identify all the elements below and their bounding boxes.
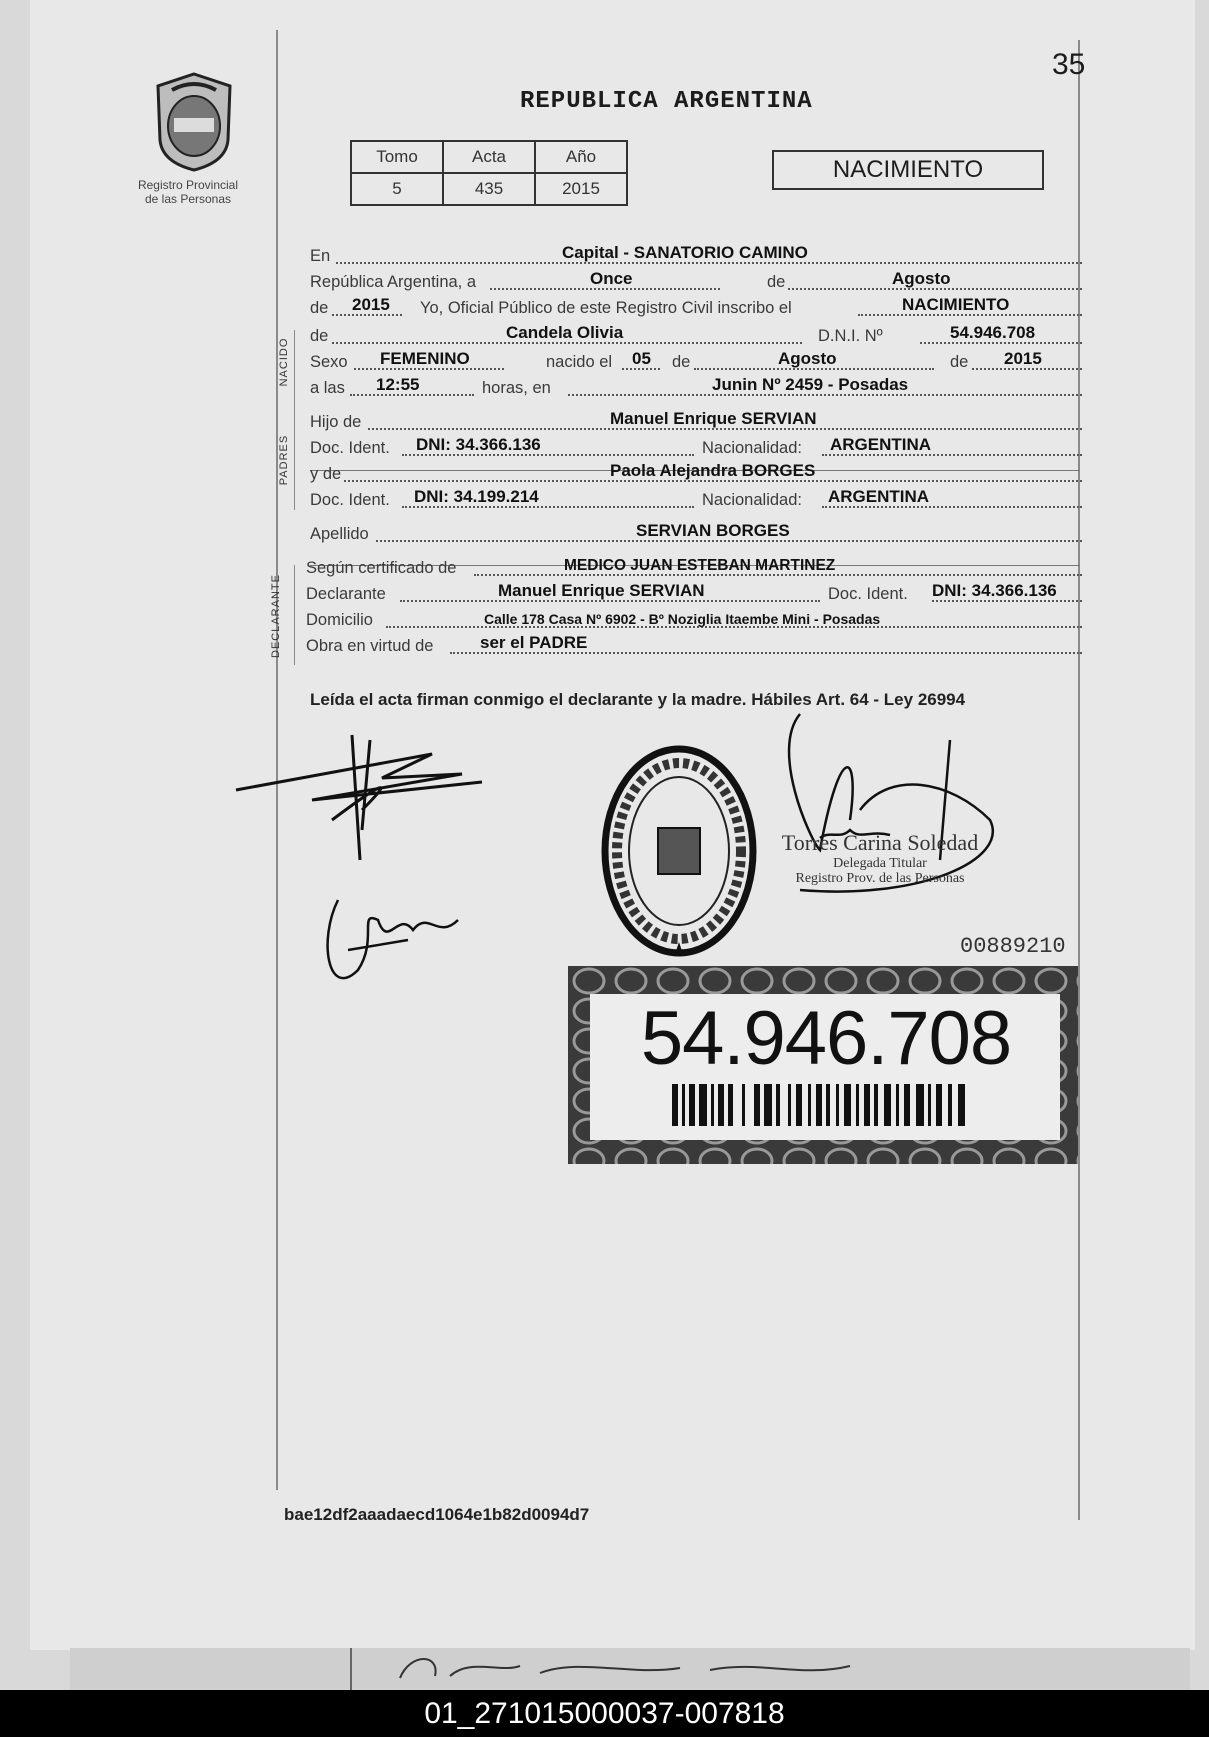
birth-time-value: 12:55: [376, 375, 420, 394]
row-certificate: Según certificado de MEDICO JUAN ESTEBAN MARTINEZ: [310, 554, 1082, 578]
official-office: Registro Prov. de las Personas: [795, 871, 965, 886]
father-name-value: Manuel Enrique SERVIAN: [610, 409, 817, 428]
handwriting-fragment: [380, 1648, 980, 1690]
official-name: Torres Carina Soledad: [781, 830, 979, 855]
header-acta: Acta: [443, 141, 535, 173]
sex-value: FEMENINO: [380, 349, 470, 368]
declarant-name-value: Manuel Enrique SERVIAN: [498, 581, 705, 600]
page-number: 35: [1052, 48, 1086, 81]
row-sex: Sexo FEMENINO nacido el 05 de Agosto de 2015: [310, 348, 1082, 372]
sticker-number: 54.946.708: [640, 996, 1012, 1081]
province-coat-of-arms-icon: [148, 70, 240, 174]
row-child-name: de Candela Olivia D.N.I. Nº 54.946.708: [310, 322, 1082, 346]
birth-month-value: Agosto: [778, 349, 837, 368]
row-surname: Apellido SERVIAN BORGES: [310, 520, 1082, 544]
row-inscription: de 2015 Yo, Oficial Público de este Registro Civil inscribo el NACIMIENTO: [310, 294, 1082, 318]
document-hash: bae12df2aaadaecd1064e1b82d0094d7: [284, 1505, 590, 1524]
header-tomo: Tomo: [351, 141, 443, 173]
capacity-value: ser el PADRE: [480, 633, 588, 652]
registry-label: Registro Provincial de las Personas: [137, 178, 239, 206]
serial-number: 00889210: [960, 934, 1066, 959]
row-date: República Argentina, a Once de Agosto: [310, 268, 1082, 292]
surname-value: SERVIAN BORGES: [636, 521, 790, 540]
row-father: Hijo de Manuel Enrique SERVIAN: [310, 408, 1082, 432]
birth-address-value: Junin Nº 2459 - Posadas: [712, 375, 909, 394]
row-capacity: Obra en virtud de ser el PADRE: [310, 632, 1082, 656]
mother-signature: [318, 880, 468, 1010]
certificate-value: MEDICO JUAN ESTEBAN MARTINEZ: [564, 557, 836, 574]
row-address: Domicilio Calle 178 Casa Nº 6902 - Bº Noziglia Itaembe Mini - Posadas: [310, 606, 1082, 630]
record-type-box: NACIMIENTO: [772, 150, 1044, 190]
header-ano: Año: [535, 141, 627, 173]
row-mother: y de Paola Alejandra BORGES: [310, 460, 1082, 484]
official-stamp-text: [775, 830, 985, 886]
day-words-value: Once: [590, 269, 633, 288]
closing-statement: Leída el acta firman conmigo el declarante y la madre. Hábiles Art. 64 - Ley 26994: [310, 690, 966, 709]
birth-day-value: 05: [632, 349, 651, 368]
address-value: Calle 178 Casa Nº 6902 - Bº Noziglia Itaembe Mini - Posadas: [484, 611, 881, 627]
child-name-value: Candela Olivia: [506, 323, 624, 342]
mother-name-value: Paola Alejandra BORGES: [610, 461, 816, 480]
value-tomo: 5: [351, 173, 443, 205]
month-value: Agosto: [892, 269, 951, 288]
country-title: REPUBLICA ARGENTINA: [520, 88, 813, 115]
inscription-type-value: NACIMIENTO: [902, 295, 1010, 314]
side-label-padres: PADRES: [278, 434, 290, 486]
row-mother-doc: Doc. Ident. DNI: 34.199.214 Nacionalidad: ARGENTINA: [310, 486, 1082, 510]
official-seal: [600, 742, 758, 960]
official-title: Delegada Titular: [833, 856, 927, 871]
registry-table: [350, 140, 628, 206]
value-acta: 435: [443, 173, 535, 205]
father-nationality-value: ARGENTINA: [830, 435, 932, 454]
value-ano: 2015: [535, 173, 627, 205]
father-doc-value: DNI: 34.366.136: [416, 435, 541, 454]
mother-nationality-value: ARGENTINA: [828, 487, 930, 506]
side-label-nacido: NACIDO: [278, 337, 290, 387]
row-place: En Capital - SANATORIO CAMINO: [310, 242, 1082, 266]
underlying-form-strip: [70, 1648, 1190, 1690]
side-label-declarante: DECLARANTE: [270, 574, 282, 658]
padres-rule: [294, 420, 295, 510]
declarant-doc-value: DNI: 34.366.136: [932, 581, 1057, 600]
declarante-rule: [294, 565, 295, 665]
row-declarant: Declarante Manuel Enrique SERVIAN Doc. Ident. DNI: 34.366.136: [310, 580, 1082, 604]
scan-footer-code: 01_271015000037-007818: [0, 1690, 1209, 1737]
row-birth-time: a las 12:55 horas, en Junin Nº 2459 - Posadas: [310, 374, 1082, 398]
declarant-signature: [232, 730, 512, 880]
birth-year-value: 2015: [1004, 349, 1042, 368]
place-value: Capital - SANATORIO CAMINO: [562, 243, 808, 262]
nacido-rule: [294, 330, 295, 420]
year-value: 2015: [352, 295, 390, 314]
row-father-doc: Doc. Ident. DNI: 34.366.136 Nacionalidad: ARGENTINA: [310, 434, 1082, 458]
mother-doc-value: DNI: 34.199.214: [414, 487, 539, 506]
child-dni-value: 54.946.708: [950, 323, 1036, 342]
